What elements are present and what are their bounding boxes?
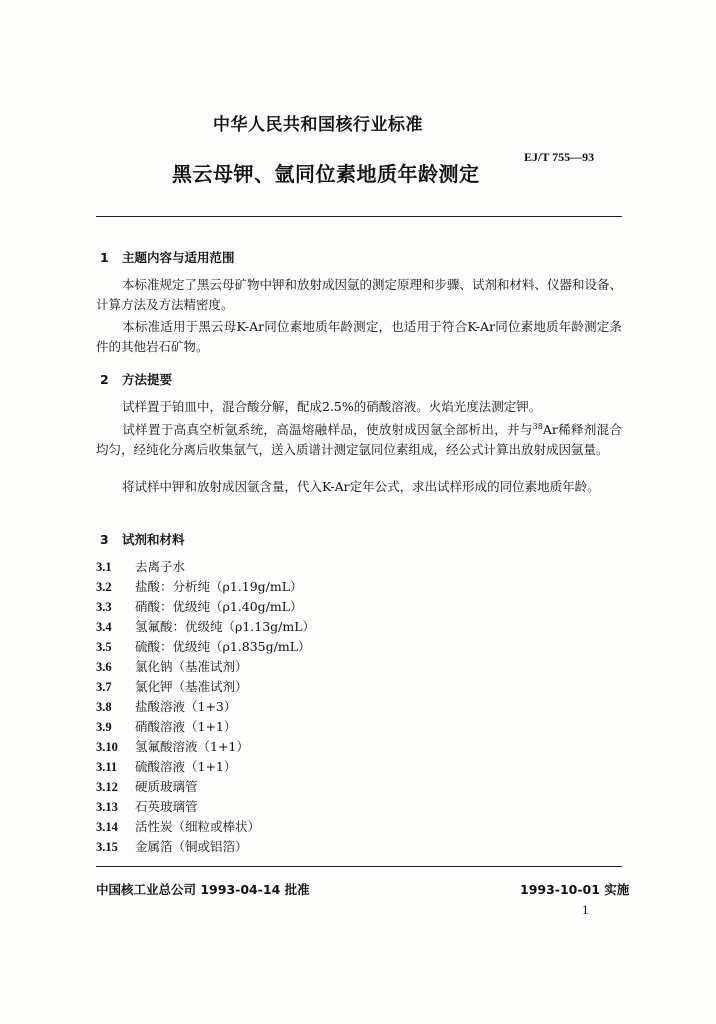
standard-code: EJ/T 755—93 (524, 150, 595, 164)
item-number: 3.1 (96, 560, 112, 574)
section-number: 1 (100, 250, 109, 265)
section-2-heading (100, 370, 172, 388)
paragraph-text: Ar稀释剂混合均匀，经纯化分离后收集氩气，送入质谱计测定氩同位素组成，经公式计算出放射成因氩量。 (96, 422, 622, 458)
item-number: 3.15 (96, 840, 118, 854)
document-title: 黑云母钾、氩同位素地质年龄测定 (172, 162, 480, 186)
section-number: 2 (100, 372, 109, 387)
list-item (96, 777, 198, 795)
paragraph-text: 试样置于高真空析氩系统，高温熔融样品，使放射成因氩全部析出，并与 (122, 422, 533, 438)
section-2-paragraph-2 (96, 417, 622, 460)
item-number: 3.11 (96, 760, 118, 774)
item-number: 3.9 (96, 720, 112, 734)
item-text: 去离子水 (135, 559, 186, 574)
header-rule (96, 216, 622, 217)
approval-line: 中国核工业总公司 1993-04-14 批准 (96, 882, 310, 897)
item-text: 硝酸溶液（1+1） (135, 719, 237, 734)
item-text: 硬质玻璃管 (135, 779, 198, 794)
implementation-line: 1993-10-01 实施 (520, 882, 630, 897)
footer-rule (96, 866, 622, 867)
list-item (96, 677, 248, 695)
paragraph-text: 本标准规定了黑云母矿物中钾和放射成因氩的测定原理和步骤、试剂和材料、仪器和设备、计算方法及方法精密度。 (96, 277, 623, 312)
item-number: 3.3 (96, 600, 112, 614)
list-item (96, 657, 248, 675)
section-title: 主题内容与适用范围 (122, 250, 235, 265)
section-1-paragraph-1 (96, 275, 622, 315)
item-number: 3.7 (96, 680, 112, 694)
list-item (96, 557, 185, 575)
page-number: 1 (582, 902, 589, 917)
item-number: 3.2 (96, 580, 112, 594)
paragraph-text: 将试样中钾和放射成因氩含量，代入K-Ar定年公式，求出试样形成的同位素地质年龄。 (122, 479, 600, 494)
list-item (96, 577, 303, 595)
item-number: 3.6 (96, 660, 112, 674)
item-text: 氢氟酸：优级纯（ρ1.13g/mL） (135, 619, 316, 634)
item-text: 石英玻璃管 (135, 799, 198, 814)
item-text: 金属箔（铜或铝箔） (135, 839, 248, 854)
section-number: 3 (100, 532, 109, 547)
item-number: 3.12 (96, 780, 118, 794)
section-2-paragraph-1 (96, 397, 622, 417)
list-item (96, 817, 260, 835)
paragraph-text: 试样置于铂皿中，混合酸分解，配成2.5%的硝酸溶液。火焰光度法测定钾。 (122, 399, 542, 414)
list-item (96, 757, 236, 775)
item-number: 3.13 (96, 800, 118, 814)
section-1-paragraph-2 (96, 317, 622, 357)
isotope-superscript: 38 (532, 422, 543, 431)
paragraph-text: 本标准适用于黑云母K-Ar同位素地质年龄测定，也适用于符合K-Ar同位素地质年龄测定条件的其他岩石矿物。 (96, 319, 622, 354)
item-number: 3.4 (96, 620, 112, 634)
item-text: 氯化钾（基准试剂） (135, 679, 248, 694)
list-item (96, 617, 315, 635)
list-item (96, 717, 236, 735)
section-title: 试剂和材料 (122, 532, 185, 547)
item-text: 硫酸溶液（1+1） (135, 759, 237, 774)
item-text: 盐酸：分析纯（ρ1.19g/mL） (135, 579, 303, 594)
list-item (96, 837, 248, 855)
section-2-paragraph-3 (96, 477, 622, 497)
section-3-heading (100, 530, 185, 548)
item-number: 3.5 (96, 640, 112, 654)
item-text: 盐酸溶液（1+3） (135, 699, 237, 714)
item-text: 硫酸：优级纯（ρ1.835g/mL） (135, 639, 311, 654)
item-text: 硝酸：优级纯（ρ1.40g/mL） (135, 599, 303, 614)
list-item (96, 737, 249, 755)
list-item (96, 797, 198, 815)
section-title: 方法提要 (122, 372, 173, 387)
item-number: 3.8 (96, 700, 112, 714)
item-number: 3.14 (96, 820, 118, 834)
section-1-heading (100, 248, 235, 266)
item-text: 活性炭（细粒或棒状） (135, 819, 261, 834)
list-item (96, 597, 303, 615)
list-item (96, 697, 236, 715)
standard-category: 中华人民共和国核行业标准 (213, 115, 423, 135)
item-number: 3.10 (96, 740, 118, 754)
item-text: 氯化钠（基准试剂） (135, 659, 248, 674)
item-text: 氢氟酸溶液（1+1） (135, 739, 249, 754)
list-item (96, 637, 311, 655)
